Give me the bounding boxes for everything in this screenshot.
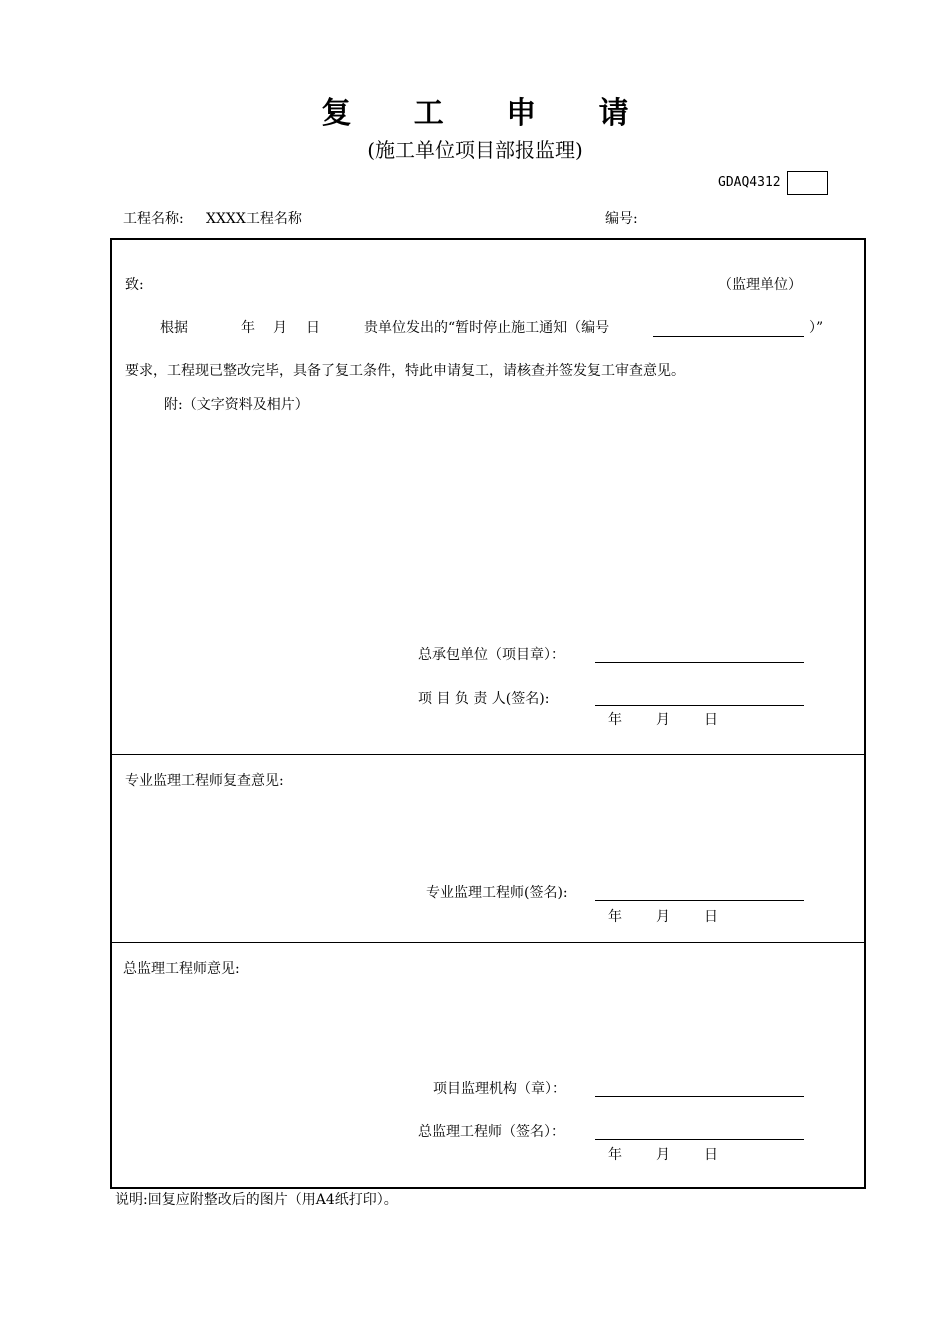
number-label: 编号: xyxy=(605,211,638,227)
section-divider xyxy=(110,942,866,943)
date-day: 日 xyxy=(704,909,718,925)
form-frame xyxy=(110,238,866,1189)
date-month: 月 xyxy=(656,712,670,728)
date-day: 日 xyxy=(704,1147,718,1163)
supervision-unit-label: （监理单位） xyxy=(718,277,802,293)
chief-opinion-heading: 总监理工程师意见: xyxy=(123,961,240,977)
date-day: 日 xyxy=(704,712,718,728)
attachment-label: 附:（文字资料及相片） xyxy=(164,397,309,413)
project-manager-signature-field[interactable] xyxy=(595,705,804,706)
notice-text: 贵单位发出的“暂时停止施工通知（编号 xyxy=(364,320,610,336)
notice-year: 年 xyxy=(241,320,255,336)
date-year: 年 xyxy=(608,1147,622,1163)
project-name-value: XXXX工程名称 xyxy=(206,211,302,227)
document-title: 复 工 申 请 xyxy=(321,96,655,131)
project-manager-label: 项 目 负 责 人(签名): xyxy=(418,691,550,707)
date-month: 月 xyxy=(656,909,670,925)
date-year: 年 xyxy=(608,909,622,925)
contractor-seal-field[interactable] xyxy=(595,662,804,663)
specialist-signature-label: 专业监理工程师(签名): xyxy=(426,885,568,901)
notice-number-field[interactable] xyxy=(653,336,804,337)
to-label: 致: xyxy=(125,277,144,293)
notice-day: 日 xyxy=(306,320,320,336)
supervision-org-seal-field[interactable] xyxy=(595,1096,804,1097)
project-name-label: 工程名称: xyxy=(123,211,184,227)
request-text: 要求，工程现已整改完毕，具备了复工条件，特此申请复工，请核查并签发复工审查意见。 xyxy=(125,363,685,379)
chief-signature-label: 总监理工程师（签名）： xyxy=(418,1124,565,1140)
form-code: GDAQ4312 xyxy=(718,175,781,190)
chief-signature-field[interactable] xyxy=(595,1139,804,1140)
notice-close: ）” xyxy=(809,320,824,336)
date-month: 月 xyxy=(656,1147,670,1163)
specialist-signature-field[interactable] xyxy=(595,900,804,901)
supervision-org-seal-label: 项目监理机构（章）： xyxy=(433,1081,566,1097)
section-divider xyxy=(110,754,866,755)
basis-label: 根据 xyxy=(160,320,188,336)
footer-note: 说明:回复应附整改后的图片（用A4纸打印）。 xyxy=(115,1192,398,1208)
date-year: 年 xyxy=(608,712,622,728)
contractor-seal-label: 总承包单位（项目章）： xyxy=(418,647,565,663)
notice-month: 月 xyxy=(273,320,287,336)
document-subtitle: (施工单位项目部报监理) xyxy=(367,138,583,162)
form-code-box[interactable] xyxy=(787,171,828,195)
specialist-review-heading: 专业监理工程师复查意见: xyxy=(125,773,284,789)
